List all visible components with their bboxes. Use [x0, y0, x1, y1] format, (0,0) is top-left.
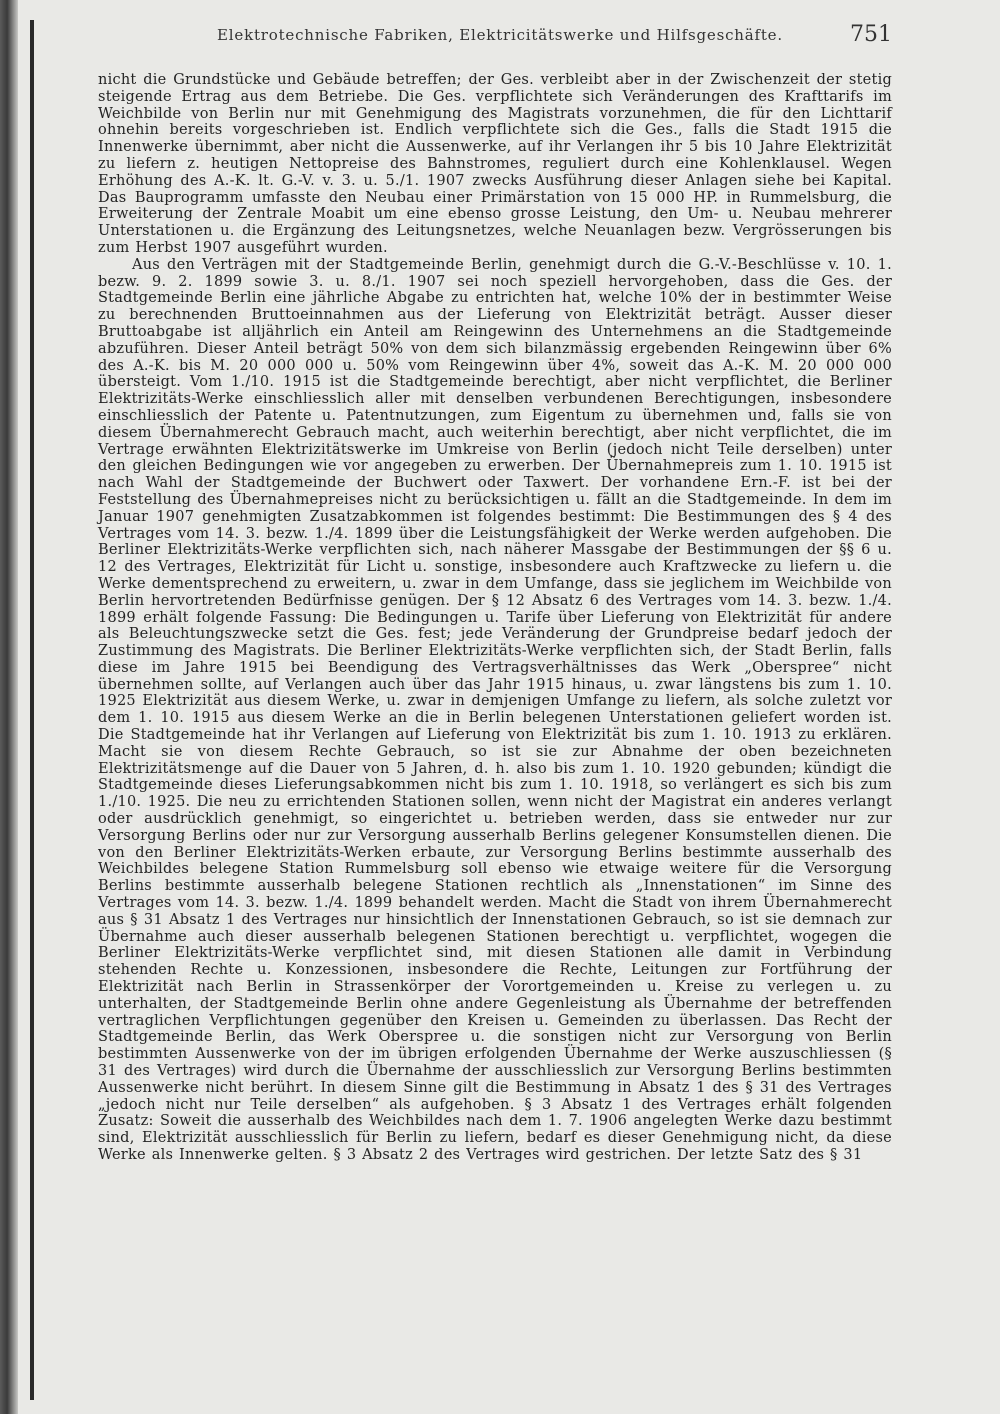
header-title: Elektrotechnische Fabriken, Elektricitätswerke und Hilfsgeschäfte.	[217, 26, 783, 44]
paragraph-continuation: nicht die Grundstücke und Gebäude betreffen; der Ges. verbleibt aber in der Zwischenzeit der stetig steigende Ertrag aus dem Betriebe. Die Ges. verpflichtete sich Veränderungen des Krafttarifs im Weichbilde von Berlin nur mit Genehmigung des Magistrats vorzunehmen, die für den Lichttarif ohnehin bereits vorgeschrieben ist. Endlich verpflichtete sich die Ges., falls die Stadt 1915 die Innenwerke übernimmt, aber nicht die Aussenwerke, auf ihr Verlangen ihr 5 bis 10 Jahre Elektrizität zu liefern z. heutigen Nettopreise des Bahnstromes, reguliert durch eine Kohlenklausel. Wegen Erhöhung des A.-K. lt. G.-V. v. 3. u. 5./1. 1907 zwecks Ausführung dieser Anlagen siehe bei Kapital. Das Bauprogramm umfasste den Neubau einer Primärstation von 15 000 HP. in Rummelsburg, die Erweiterung der Zentrale Moabit um eine ebenso grosse Leistung, den Um- u. Neubau mehrerer Unterstationen u. die Ergänzung des Leitungsnetzes, welche Neuanlagen bezw. Vergrösserungen bis zum Herbst 1907 ausgeführt wurden.	[98, 72, 892, 256]
page-number: 751	[850, 22, 892, 47]
body-text	[98, 72, 892, 1164]
book-spine-shadow	[0, 0, 18, 1414]
paragraph-contracts: Aus den Verträgen mit der Stadtgemeinde Berlin, genehmigt durch die G.-V.-Beschlüsse v. 10. 1. bezw. 9. 2. 1899 sowie 3. u. 8./1. 1907 sei noch speziell hervorgehoben, dass die Ges. der Stadtgemeinde Berlin eine jährliche Abgabe zu entrichten hat, welche 10% der in bestimmter Weise zu berechnenden Bruttoeinnahmen aus der Lieferung von Elektrizität beträgt. Ausser dieser Bruttoabgabe ist alljährlich ein Anteil am Reingewinn des Unternehmens an die Stadtgemeinde abzuführen. Dieser Anteil beträgt 50% von dem sich bilanzmässig ergebenden Reingewinn über 6% des A.-K. bis M. 20 000 000 u. 50% vom Reingewinn über 4%, soweit das A.-K. M. 20 000 000 übersteigt. Vom 1./10. 1915 ist die Stadtgemeinde berechtigt, aber nicht verpflichtet, die Berliner Elektrizitäts-Werke einschliesslich aller mit denselben verbundenen Berechtigungen, insbesondere einschliesslich der Patente u. Patentnutzungen, zum Eigentum zu übernehmen und, falls sie von diesem Übernahmerecht Gebrauch macht, auch weiterhin berechtigt, aber nicht verpflichtet, die im Vertrage erwähnten Elektrizitätswerke im Umkreise von Berlin (jedoch nicht Teile derselben) unter den gleichen Bedingungen wie vor angegeben zu erwerben. Der Übernahmepreis zum 1. 10. 1915 ist nach Wahl der Stadtgemeinde der Buchwert oder Taxwert. Der vorhandene Ern.-F. ist bei der Feststellung des Übernahmepreises nicht zu berücksichtigen u. fällt an die Stadtgemeinde. In dem im Januar 1907 genehmigten Zusatzabkommen ist folgendes bestimmt: Die Bestimmungen des § 4 des Vertrages vom 14. 3. bezw. 1./4. 1899 über die Leistungsfähigkeit der Werke werden aufgehoben. Die Berliner Elektrizitäts-Werke verpflichten sich, nach näherer Massgabe der Bestimmungen der §§ 6 u. 12 des Vertrages, Elektrizität für Licht u. sonstige, insbesondere auch Kraftzwecke zu liefern u. die Werke dementsprechend zu erweitern, u. zwar in dem Umfange, dass sie jeglichem im Weichbilde von Berlin hervortretenden Bedürfnisse genügen. Der § 12 Absatz 6 des Vertrages vom 14. 3. bezw. 1./4. 1899 erhält folgende Fassung: Die Bedingungen u. Tarife über Lieferung von Elektrizität für andere als Beleuchtungszwecke setzt die Ges. fest; jede Veränderung der Grundpreise bedarf jedoch der Zustimmung des Magistrats. Die Berliner Elektrizitäts-Werke verpflichten sich, der Stadt Berlin, falls diese im Jahre 1915 bei Beendigung des Vertragsverhältnisses das Werk „Oberspree“ nicht übernehmen sollte, auf Verlangen auch über das Jahr 1915 hinaus, u. zwar längstens bis zum 1. 10. 1925 Elektrizität aus diesem Werke, u. zwar in demjenigen Umfange zu liefern, als solche zuletzt vor dem 1. 10. 1915 aus diesem Werke an die in Berlin belegenen Unterstationen geliefert worden ist. Die Stadtgemeinde hat ihr Verlangen auf Lieferung von Elektrizität bis zum 1. 10. 1913 zu erklären. Macht sie von diesem Rechte Gebrauch, so ist sie zur Abnahme der oben bezeichneten Elektrizitätsmenge auf die Dauer von 5 Jahren, d. h. also bis zum 1. 10. 1920 gebunden; kündigt die Stadtgemeinde dieses Lieferungsabkommen nicht bis zum 1. 10. 1918, so verlängert es sich bis zum 1./10. 1925. Die neu zu errichtenden Stationen sollen, wenn nicht der Magistrat ein anderes verlangt oder ausdrücklich genehmigt, so eingerichtet u. betrieben werden, dass sie entweder nur zur Versorgung Berlins oder nur zur Versorgung ausserhalb Berlins gelegener Konsumstellen dienen. Die von den Berliner Elektrizitäts-Werken erbaute, zur Versorgung Berlins bestimmte ausserhalb des Weichbildes belegene Station Rummelsburg soll ebenso wie etwaige weitere für die Versorgung Berlins bestimmte ausserhalb belegene Stationen rechtlich als „Innenstationen“ im Sinne des Vertrages vom 14. 3. bezw. 1./4. 1899 behandelt werden. Macht die Stadt von ihrem Übernahmerecht aus § 31 Absatz 1 des Vertrages nur hinsichtlich der Innenstationen Gebrauch, so ist sie demnach zur Übernahme auch dieser ausserhalb belegenen Stationen berechtigt u. verpflichtet, wogegen die Berliner Elektrizitäts-Werke verpflichtet sind, mit diesen Stationen alle damit in Verbindung stehenden Rechte u. Konzessionen, insbesondere die Rechte, Leitungen zur Fortführung der Elektrizität nach Berlin in Strassenkörper der Vorortgemeinden u. Kreise zu verlegen u. zu unterhalten, der Stadtgemeinde Berlin ohne andere Gegenleistung als Übernahme der betreffenden vertraglichen Verpflichtungen gegenüber den Kreisen u. Gemeinden zu überlassen. Das Recht der Stadtgemeinde Berlin, das Werk Oberspree u. die sonstigen nicht zur Versorgung von Berlin bestimmten Aussenwerke von der im übrigen erfolgenden Übernahme der Werke auszuschliessen (§ 31 des Vertrages) wird durch die Übernahme der ausschliesslich zur Versorgung Berlins bestimmten Aussenwerke nicht berührt. In diesem Sinne gilt die Bestimmung in Absatz 1 des § 31 des Vertrages „jedoch nicht nur Teile derselben“ als aufgehoben. § 3 Absatz 1 des Vertrages erhält folgenden Zusatz: Soweit die ausserhalb des Weichbildes nach dem 1. 7. 1906 angelegten Werke dazu bestimmt sind, Elektrizität ausschliesslich für Berlin zu liefern, bedarf es dieser Genehmigung nicht, da diese Werke als Innenwerke gelten. § 3 Absatz 2 des Vertrages wird gestrichen. Der letzte Satz des § 31	[98, 256, 892, 1163]
running-header	[100, 22, 900, 52]
margin-rule	[30, 20, 34, 1400]
